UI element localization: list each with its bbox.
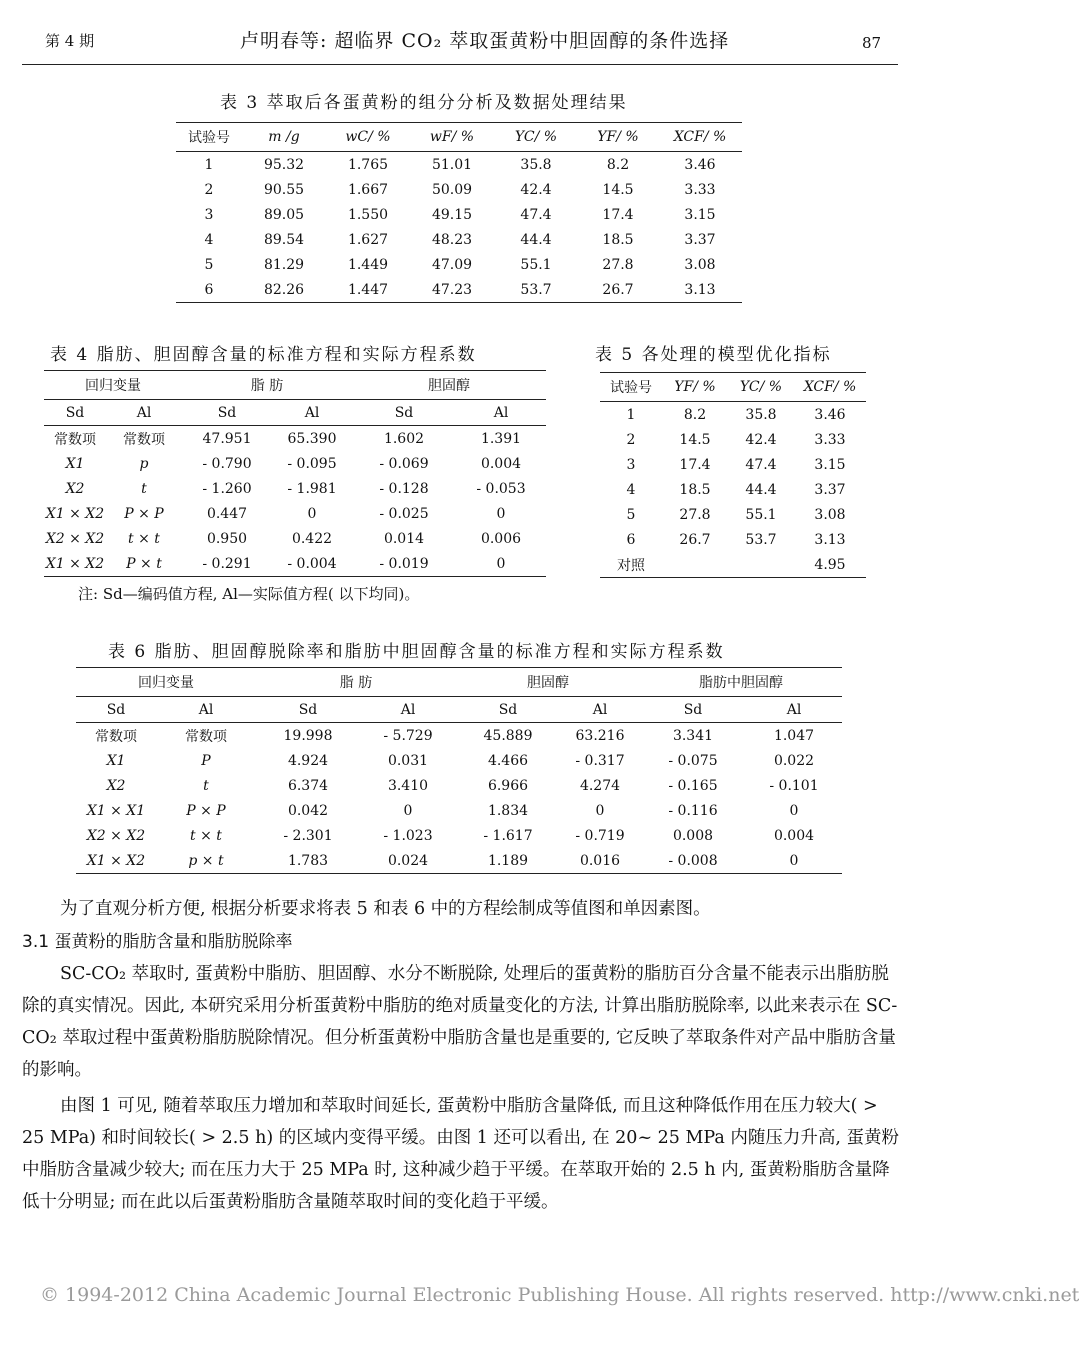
table-cell: 常数项 (54, 431, 96, 448)
table-cell: 65.390 (287, 430, 337, 447)
table-cell: 1.391 (480, 430, 522, 447)
table-cell: 0 (746, 848, 842, 874)
table-cell: 0 (595, 802, 605, 819)
table3-caption: 表 3 萃取后各蛋黄粉的组分分析及数据处理结果 (220, 93, 628, 113)
table-cell: 3.13 (814, 531, 846, 548)
table-cell: 3 (204, 206, 214, 223)
table6-sub-header: Sd (456, 697, 560, 723)
running-title: 卢明春等: 超临界 CO₂ 萃取蛋黄粉中胆固醇的条件选择 (240, 30, 730, 52)
table-cell: - 5.729 (383, 727, 433, 744)
table-cell: 89.54 (263, 231, 305, 248)
table6-sub-header: Sd (640, 697, 746, 723)
table-row (76, 773, 842, 798)
table-cell: 常数项 (123, 431, 165, 448)
table-cell: 4.466 (487, 752, 529, 769)
table-cell: 47.09 (431, 256, 473, 273)
header-rule (22, 64, 898, 65)
table-cell: 1.449 (347, 256, 389, 273)
table-row (76, 723, 842, 749)
table-cell: 6 (176, 277, 242, 303)
table-cell: 47.23 (410, 277, 494, 303)
table4-sub-header: Al (106, 400, 182, 426)
table3-header: m /g (242, 123, 326, 152)
table-cell: 3.46 (814, 406, 846, 423)
table-cell: 3.08 (814, 506, 846, 523)
table6-sub-header: Al (156, 697, 256, 723)
table-cell: 0 (496, 505, 506, 522)
table-row (176, 177, 742, 202)
table-cell: - 1.617 (483, 827, 533, 844)
table-cell: - 0.069 (379, 455, 429, 472)
table-row (44, 551, 546, 577)
table-cell: 0.016 (560, 848, 640, 874)
table-cell: 0.004 (480, 455, 522, 472)
table-row (600, 477, 866, 502)
table-cell: - 0.053 (476, 480, 526, 497)
table-cell: 2 (204, 181, 214, 198)
table-row (600, 502, 866, 527)
table-cell: 3 (626, 456, 636, 473)
intro-paragraph: 为了直观分析方便, 根据分析要求将表 5 和表 6 中的方程绘制成等值图和单因素图。 (60, 899, 711, 919)
table5-header: YC/ % (728, 373, 794, 402)
table-row (44, 526, 546, 551)
table-row (44, 426, 546, 452)
paragraph-1: SC-CO₂ 萃取时, 蛋黄粉中脂肪、胆固醇、水分不断脱除, 处理后的蛋黄粉的脂肪百分含量不能表示出脂肪脱除的真实情况。因此, 本研究采用分析蛋黄粉中脂肪的绝对质量变化的方法, 计算出脂肪脱除率, 以此来表示在 SC-CO₂ 萃取过程中蛋黄粉脂肪脱除情况。但分析蛋黄粉中脂肪含量也是重要的, 它反映了萃取条件对产品中脂肪含量的影响。 (22, 964, 898, 1080)
table-cell: 3.410 (387, 777, 429, 794)
table-cell: 0 (307, 505, 317, 522)
table-cell: 8.2 (606, 156, 630, 173)
table-row (176, 202, 742, 227)
table-cell: 常数项 (95, 728, 137, 745)
table-cell: 53.7 (494, 277, 578, 303)
table-cell: 4.95 (794, 552, 866, 578)
table4-sub-header: Sd (182, 400, 272, 426)
table-cell: 5 (626, 506, 636, 523)
table4-caption: 表 4 脂肪、胆固醇含量的标准方程和实际方程系数 (50, 345, 477, 365)
table-cell: 1.667 (347, 181, 389, 198)
table5-caption: 表 5 各处理的模型优化指标 (595, 345, 832, 365)
table-cell: 6 (626, 531, 636, 548)
table-cell: - 0.116 (668, 802, 718, 819)
table-cell: 0 (789, 802, 799, 819)
table-cell: X1 (106, 752, 126, 769)
table-row (176, 252, 742, 277)
table3-header: YC/ % (494, 123, 578, 152)
table6-sub-header: Al (360, 697, 456, 723)
table4-sub-header: Al (456, 400, 546, 426)
table-row (600, 427, 866, 452)
table-cell: 50.09 (431, 181, 473, 198)
table-row (76, 848, 842, 874)
table-cell: p × t (156, 848, 256, 874)
table6 (76, 667, 842, 874)
table-cell: P (201, 752, 211, 769)
table-cell: 51.01 (431, 156, 473, 173)
table-cell: 0.006 (480, 530, 522, 547)
table-cell: - 0.004 (272, 551, 352, 577)
table4-note: 注: Sd—编码值方程, Al—实际值方程( 以下均同)。 (78, 585, 420, 603)
paragraph-2: 由图 1 可见, 随着萃取压力增加和萃取时间延长, 蛋黄粉中脂肪含量降低, 而且这种降低作用在压力较大( > 25 MPa) 和时间较长( > 2.5 h) 的区域内变得平缓。由图 1 还可以看出, 在 20~ 25 MPa 内随压力升高, 蛋黄粉中脂肪含量减少较大; 而在压力大于 25 MPa 时, 这种减少趋于平缓。在萃取开始的 2.5 h 内, 蛋黄粉脂肪含量降低十分明显; 而在此以后蛋黄粉脂肪含量随萃取时间的变化趋于平缓。 (22, 1096, 900, 1212)
table-cell: 0.042 (287, 802, 329, 819)
table-cell: 47.4 (745, 456, 777, 473)
table-cell: 17.4 (602, 206, 634, 223)
table-cell: X1 × X2 (44, 551, 106, 577)
table4-group-header: 胆固醇 (428, 378, 470, 394)
table-cell: 3.33 (684, 181, 716, 198)
table-cell: t (203, 777, 209, 794)
table-cell: - 0.101 (769, 777, 819, 794)
table5-header: XCF/ % (794, 373, 866, 402)
table-row (600, 452, 866, 477)
table5-header: YF/ % (662, 373, 728, 402)
table4-sub-header-row (44, 400, 546, 426)
table-cell: 0.014 (383, 530, 425, 547)
table-cell: 4 (204, 231, 214, 248)
table-cell: - 1.981 (287, 480, 337, 497)
table-cell: - 0.165 (668, 777, 718, 794)
table-cell: 4.274 (579, 777, 621, 794)
table-cell: 90.55 (263, 181, 305, 198)
table-cell: t (141, 480, 147, 497)
table-cell: 0 (456, 551, 546, 577)
table-cell: 1.834 (487, 802, 529, 819)
table-cell: 0.422 (291, 530, 333, 547)
table-cell: 2 (626, 431, 636, 448)
table-cell: 14.5 (679, 431, 711, 448)
table-row (44, 501, 546, 526)
table6-sub-header-row (76, 697, 842, 723)
table-cell: 3.341 (672, 727, 714, 744)
table-cell: - 0.025 (379, 505, 429, 522)
table-cell: 47.951 (202, 430, 252, 447)
issue-number: 第 4 期 (45, 32, 95, 50)
table-cell: 19.998 (283, 727, 333, 744)
table-cell: 17.4 (679, 456, 711, 473)
table-cell: 1.627 (347, 231, 389, 248)
table-row (176, 277, 742, 303)
table-cell: 4.924 (287, 752, 329, 769)
table-cell: X1 (65, 455, 85, 472)
table-cell: 49.15 (431, 206, 473, 223)
table-cell (662, 552, 728, 578)
table6-group-header: 胆固醇 (527, 675, 569, 691)
table-cell: X2 (106, 777, 126, 794)
table-cell: 1.550 (347, 206, 389, 223)
table-cell: - 0.317 (575, 752, 625, 769)
table-row (600, 527, 866, 552)
table6-caption: 表 6 脂肪、胆固醇脱除率和脂肪中胆固醇含量的标准方程和实际方程系数 (108, 642, 725, 662)
table-cell: 55.1 (520, 256, 552, 273)
table-cell: - 1.260 (202, 480, 252, 497)
table-cell: 3.46 (684, 156, 716, 173)
table4-sub-header: Sd (44, 400, 106, 426)
table-cell: 0.022 (773, 752, 815, 769)
table-cell: X1 × X1 (86, 802, 146, 819)
page-number: 87 (862, 34, 882, 52)
table-cell: 27.8 (679, 506, 711, 523)
table-cell: - 0.291 (182, 551, 272, 577)
table-cell: X2 × X2 (86, 827, 146, 844)
table-cell: 3.13 (658, 277, 742, 303)
table-cell: 35.8 (745, 406, 777, 423)
table-cell: 44.4 (745, 481, 777, 498)
table-cell: 5 (204, 256, 214, 273)
table6-sub-header: Sd (76, 697, 156, 723)
table-cell: - 0.019 (352, 551, 456, 577)
table-cell: 42.4 (745, 431, 777, 448)
table-row (76, 823, 842, 848)
table-cell: - 0.008 (640, 848, 746, 874)
table-cell: t × t (190, 827, 222, 844)
table-cell: 47.4 (520, 206, 552, 223)
table-cell: X2 × X2 (45, 530, 105, 547)
table6-sub-header: Al (560, 697, 640, 723)
table-cell: 常数项 (185, 728, 227, 745)
table-cell: 14.5 (602, 181, 634, 198)
table-row (176, 227, 742, 252)
table4-group-header: 脂 肪 (250, 378, 284, 394)
table-cell: 55.1 (745, 506, 777, 523)
table-cell: - 0.128 (379, 480, 429, 497)
table-cell: 0.008 (672, 827, 714, 844)
table3-header: YF/ % (578, 123, 658, 152)
table-cell: 26.7 (679, 531, 711, 548)
table-cell: X1 × X2 (76, 848, 156, 874)
table-cell: - 0.790 (202, 455, 252, 472)
table3-header: wF/ % (410, 123, 494, 152)
table-row (76, 798, 842, 823)
table-cell: 18.5 (679, 481, 711, 498)
table6-sub-header: Al (746, 697, 842, 723)
table6-group-header: 回归变量 (138, 675, 194, 691)
table-cell: - 2.301 (283, 827, 333, 844)
table-cell: 3.08 (684, 256, 716, 273)
table-cell: 8.2 (683, 406, 707, 423)
table4 (44, 370, 546, 577)
table-cell: - 0.719 (575, 827, 625, 844)
table-cell (728, 552, 794, 578)
table-cell: 3.15 (814, 456, 846, 473)
table3-header: wC/ % (326, 123, 410, 152)
table3-header: XCF/ % (658, 123, 742, 152)
table-row (176, 152, 742, 178)
table-cell: P × P (186, 802, 226, 819)
table-cell: 26.7 (578, 277, 658, 303)
table-cell: X1 × X2 (45, 505, 105, 522)
table-row (44, 476, 546, 501)
table-cell: 81.29 (263, 256, 305, 273)
table-cell: 1.189 (456, 848, 560, 874)
copyright-footer: © 1994-2012 China Academic Journal Electronic Publishing House. All rights reserved. http://www.cnki.net (40, 1284, 1079, 1306)
table-cell: 4 (626, 481, 636, 498)
table-cell: 1 (626, 406, 636, 423)
table-cell: 95.32 (263, 156, 305, 173)
table4-group-header: 回归变量 (85, 378, 141, 394)
table-cell: 0.004 (773, 827, 815, 844)
table-cell: - 0.095 (287, 455, 337, 472)
table-row (600, 402, 866, 428)
table-cell: 1.783 (256, 848, 360, 874)
table-cell: p (139, 455, 149, 472)
table-cell: X2 (65, 480, 85, 497)
table-cell: 44.4 (520, 231, 552, 248)
table-cell: 48.23 (431, 231, 473, 248)
table-cell: 45.889 (483, 727, 533, 744)
table-cell: 3.37 (814, 481, 846, 498)
table-cell: - 1.023 (383, 827, 433, 844)
section-heading: 3.1 蛋黄粉的脂肪含量和脂肪脱除率 (22, 932, 293, 952)
table4-sub-header: Al (272, 400, 352, 426)
table3-header-row (176, 123, 742, 152)
table-cell: 82.26 (242, 277, 326, 303)
table-cell: 1.765 (347, 156, 389, 173)
table4-sub-header: Sd (352, 400, 456, 426)
table6-group-header: 脂肪中胆固醇 (699, 675, 783, 691)
table-cell: 6.374 (287, 777, 329, 794)
table-cell: P × P (124, 505, 164, 522)
table-cell: 0.024 (360, 848, 456, 874)
table-cell: 6.966 (487, 777, 529, 794)
table-cell: 0.950 (206, 530, 248, 547)
table3 (176, 122, 742, 303)
table6-sub-header: Sd (256, 697, 360, 723)
table-cell: 对照 (600, 552, 662, 578)
table-cell: 3.33 (814, 431, 846, 448)
table3-header: 试验号 (176, 123, 242, 152)
table5-header: 试验号 (600, 373, 662, 402)
table-cell: 18.5 (602, 231, 634, 248)
table-cell: 1.047 (773, 727, 815, 744)
table-cell: 3.37 (684, 231, 716, 248)
table-cell: 0.447 (206, 505, 248, 522)
table-cell: t × t (128, 530, 160, 547)
table-cell: 1.447 (326, 277, 410, 303)
table-cell: 1 (204, 156, 214, 173)
table-cell: 0 (403, 802, 413, 819)
table-cell: 1.602 (383, 430, 425, 447)
table-row (44, 451, 546, 476)
table-cell: 3.15 (684, 206, 716, 223)
table6-group-header-row (76, 668, 842, 697)
table-cell: P × t (106, 551, 182, 577)
table-cell: 89.05 (263, 206, 305, 223)
table-cell: 53.7 (745, 531, 777, 548)
table-row (600, 552, 866, 578)
table-cell: - 0.075 (668, 752, 718, 769)
table-cell: 42.4 (520, 181, 552, 198)
table4-group-header-row (44, 371, 546, 400)
table-cell: 0.031 (387, 752, 429, 769)
table6-group-header: 脂 肪 (339, 675, 373, 691)
table-cell: 27.8 (602, 256, 634, 273)
table-row (76, 748, 842, 773)
table-cell: 35.8 (520, 156, 552, 173)
table5 (600, 372, 866, 578)
table5-header-row (600, 373, 866, 402)
table-cell: 63.216 (575, 727, 625, 744)
